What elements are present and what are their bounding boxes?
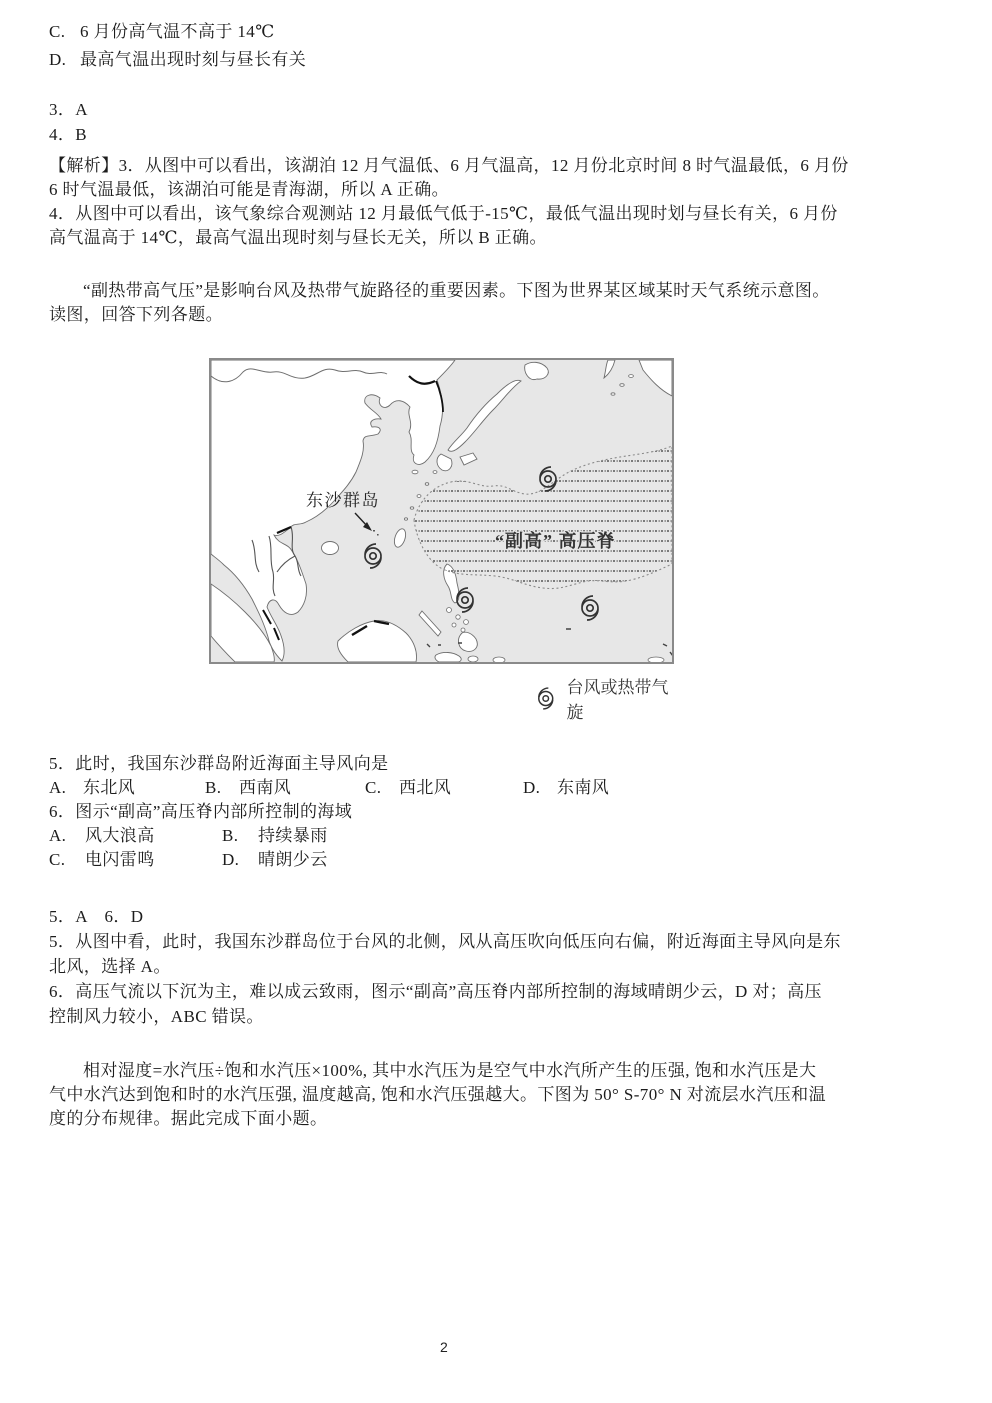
question6-options-row1 [49, 824, 942, 848]
humidity-line: 相对湿度=水汽压÷饱和水汽压×100%, 其中水汽压为是空气中水汽所产生的压强, 饱和水汽压是大 [83, 1061, 817, 1080]
analysis-line: 控制风力较小，ABC 错误。 [49, 1007, 264, 1026]
weather-map-figure [209, 358, 670, 722]
answer-4: 4．B [49, 125, 88, 144]
dongsha-label: 东沙群岛 [306, 491, 380, 510]
answers-5-6: 5．A 6．D [49, 907, 144, 926]
question6-options-row2 [49, 848, 942, 872]
option-d-text: 最高气温出现时刻与昼长有关 [80, 50, 307, 69]
intro-5-6 [49, 279, 942, 327]
humidity-line: 气中水汽达到饱和时的水汽压强, 温度越高, 饱和水汽压强越大。下图为 50° S-70° N 对流层水汽压和温 [49, 1085, 826, 1104]
option-c-line [49, 20, 942, 44]
q6-option-c: C. 电闪雷鸣 [49, 850, 155, 869]
analysis-line: 6．高压气流以下沉为主，难以成云致雨，图示“副高”高压脊内部所控制的海域晴朗少云，D 对；高压 [49, 982, 822, 1001]
prev-question-options [49, 20, 942, 72]
ridge-label: “副高” 高压脊 [495, 531, 616, 551]
analysis-line: 4．从图中可以看出，该气象综合观测站 12 月最低气低于-15℃，最低气温出现时划与昼长有关，6 月份 [49, 204, 838, 223]
q5-option-d: D. 东南风 [523, 778, 610, 797]
question6-stem: 6．图示“副高”高压脊内部所控制的海域 [49, 802, 353, 821]
option-c-text: 6 月份高气温不高于 14℃ [80, 22, 275, 41]
intro-line: 读图，回答下列各题。 [49, 305, 223, 324]
q5-option-c: C. 西北风 [365, 778, 452, 797]
question5-stem: 5．此时，我国东沙群岛附近海面主导风向是 [49, 754, 389, 773]
typhoon-legend-icon [534, 685, 557, 712]
questions-5-6 [49, 752, 942, 872]
question5-options [49, 776, 942, 800]
option-c-label: C. [49, 22, 66, 41]
option-d-line [49, 48, 942, 72]
analysis-line: 高气温高于 14℃，最高气温出现时刻与昼长无关，所以 B 正确。 [49, 228, 547, 247]
intro-line: “副热带高气压”是影响台风及热带气旋路径的重要因素。下图为世界某区域某时天气系统示意图。 [83, 281, 830, 300]
option-d-label: D. [49, 50, 67, 69]
q6-option-b: B. 持续暴雨 [222, 826, 328, 845]
legend-label: 台风或热带气旋 [566, 678, 669, 722]
humidity-line: 度的分布规律。据此完成下面小题。 [49, 1109, 328, 1128]
analysis-line: 北风，选择 A。 [49, 957, 171, 976]
page-number: 2 [440, 1339, 448, 1355]
humidity-intro [49, 1059, 942, 1131]
answer-3: 3．A [49, 100, 88, 119]
analysis-3-4 [49, 154, 942, 250]
hainan-island [322, 542, 339, 555]
q6-option-a: A. 风大浪高 [49, 826, 155, 845]
q5-option-a: A. 东北风 [49, 778, 136, 797]
map-legend [534, 678, 670, 722]
analysis-line: 5．从图中看，此时，我国东沙群岛位于台风的北侧，风从高压吹向低压向右偏，附近海面主导风向是东 [49, 932, 841, 951]
weather-map [209, 358, 674, 664]
jeju-island [412, 470, 418, 474]
answers-3-4 [49, 98, 942, 147]
analysis-line: 6 时气温最低，该湖泊可能是青海湖，所以 A 正确。 [49, 180, 449, 199]
analysis-line: 【解析】3．从图中可以看出，该湖泊 12 月气温低、6 月气温高，12 月份北京时间 8 时气温最低，6 月份 [49, 156, 849, 175]
q6-option-d: D. 晴朗少云 [222, 850, 328, 869]
q5-option-b: B. 西南风 [205, 778, 292, 797]
answers-analysis-5-6 [49, 904, 942, 1029]
